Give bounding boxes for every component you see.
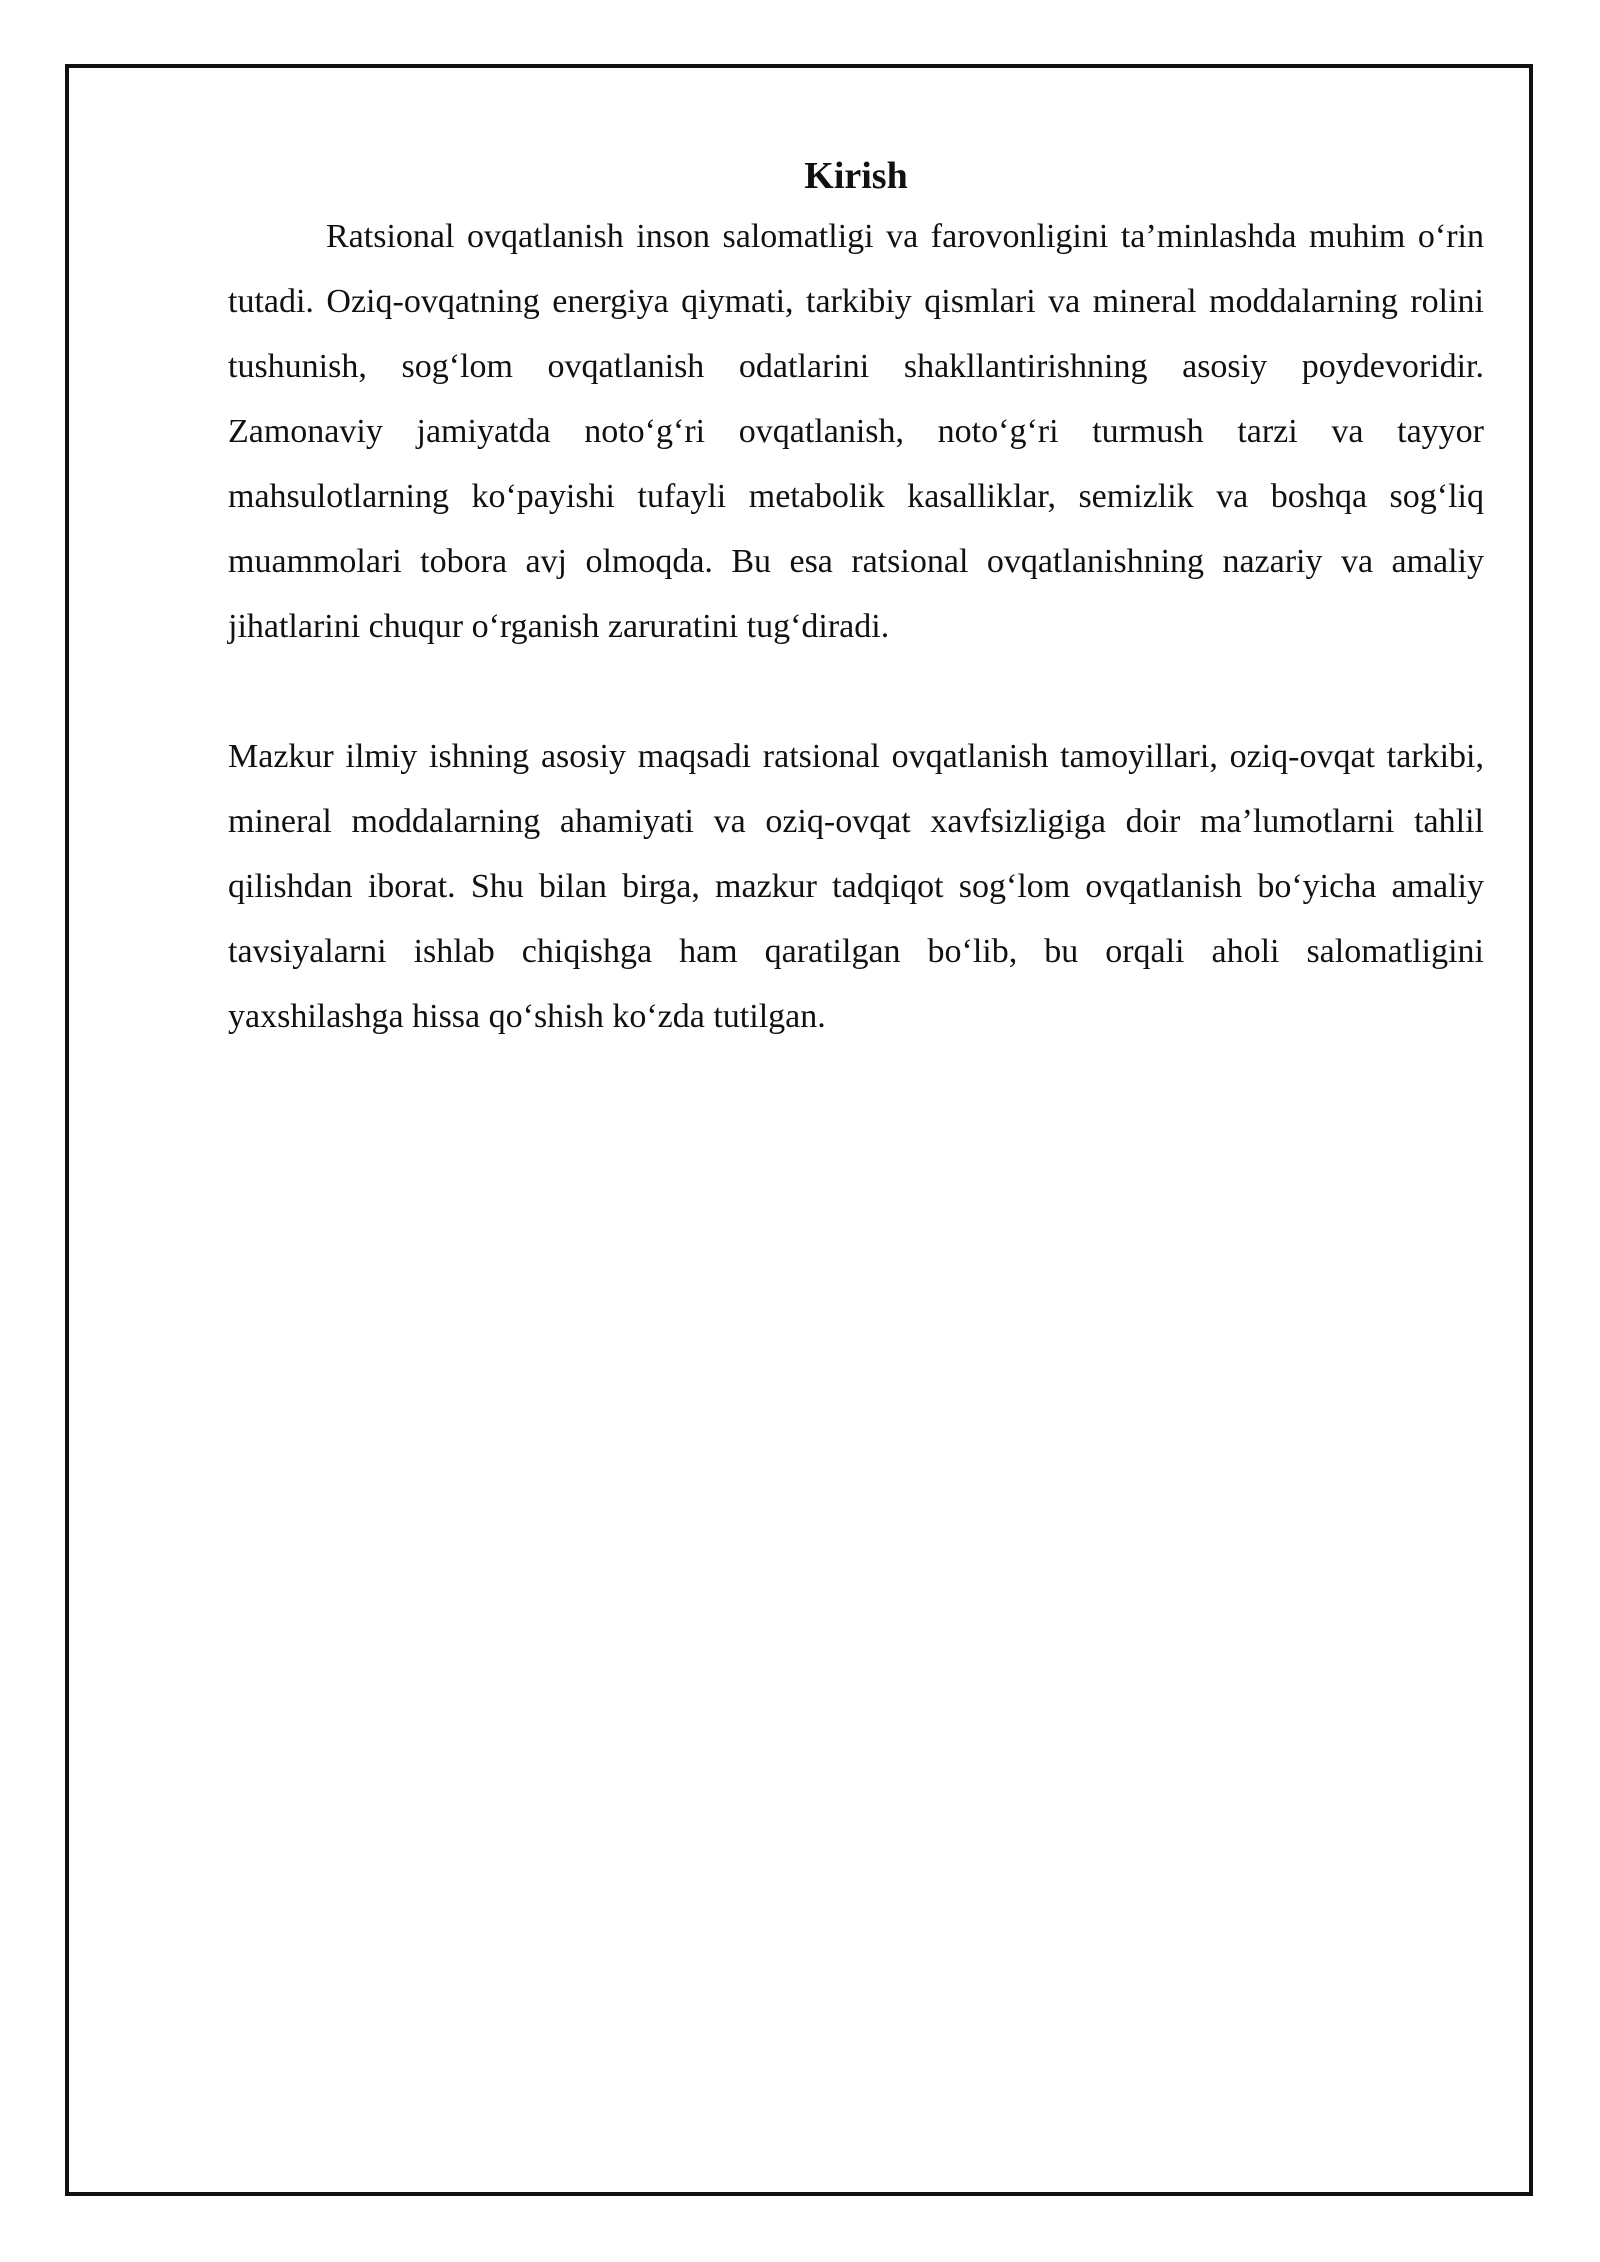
paragraph-spacer: [228, 659, 1484, 724]
paragraph-introduction: Ratsional ovqatlanish inson salomatligi va farovonligini ta’minlashda muhim o‘rin tutadi. Oziq-ovqatning energiya qiymati, tarkibiy qismlari va mineral moddalarning rolini tushunish, sog‘lom ovqatlanish odatlarini shakllantirishning asosiy poydevoridir. Zamonaviy jamiyatda noto‘g‘ri ovqatlanish, noto‘g‘ri turmush tarzi va tayyor mahsulotlarning ko‘payishi tufayli metabolik kasalliklar, semizlik va boshqa sog‘liq muammolari tobora avj olmoqda. Bu esa ratsional ovqatlanishning nazariy va amaliy jihatlarini chuqur o‘rganish zaruratini tug‘diradi.: [228, 218, 1484, 645]
paragraph-aim: Mazkur ilmiy ishning asosiy maqsadi ratsional ovqatlanish tamoyillari, oziq-ovqat tarkibi, mineral moddalarning ahamiyati va oziq-ovqat xavfsizligiga doir ma’lumotlarni tahlil qilishdan iborat. Shu bilan birga, mazkur tadqiqot sog‘lom ovqatlanish bo‘yicha amaliy tavsiyalarni ishlab chiqishga ham qaratilgan bo‘lib, bu orqali aholi salomatligini yaxshilashga hissa qo‘shish ko‘zda tutilgan.: [228, 738, 1484, 1035]
section-title: Kirish: [804, 155, 908, 197]
document-body: [228, 150, 1484, 1049]
